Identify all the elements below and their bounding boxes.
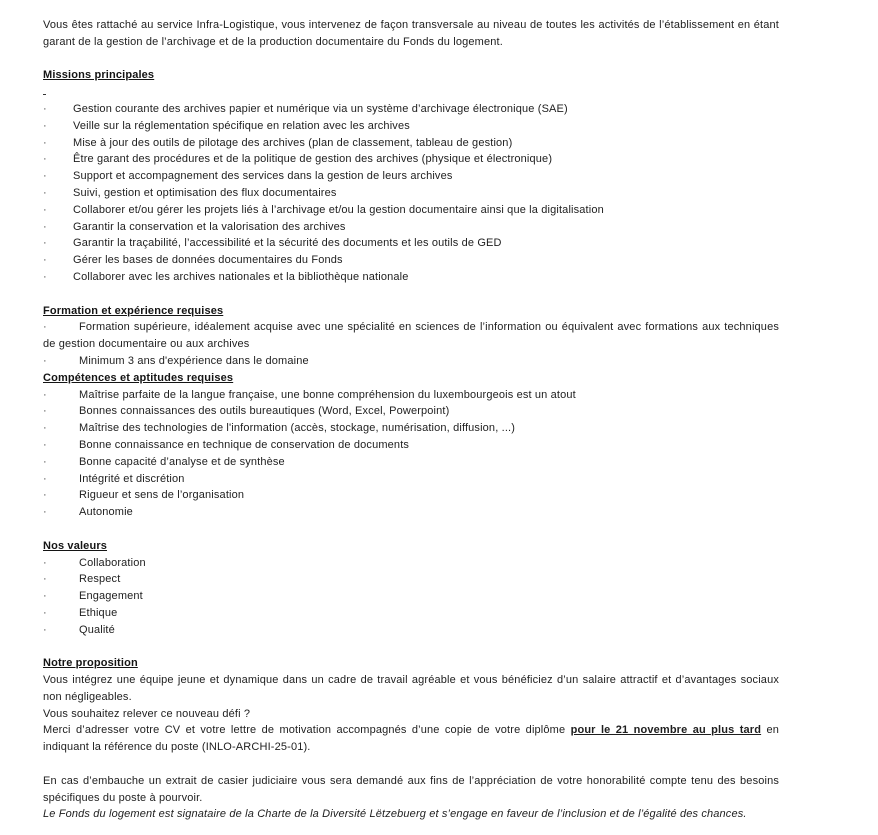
bullet-icon: ·: [43, 270, 47, 283]
bullet-icon: ·: [43, 153, 47, 166]
list-item-text: Intégrité et discrétion: [79, 472, 185, 485]
list-item-text: Veille sur la réglementation spécifique en relation avec les archives: [73, 119, 410, 132]
missions-list: [43, 101, 779, 286]
bullet-icon: ·: [43, 422, 47, 435]
list-item-text: Rigueur et sens de l’organisation: [79, 489, 245, 502]
spacer: [43, 51, 779, 68]
missions-heading: Missions principales: [43, 69, 155, 82]
list-item: [43, 219, 779, 236]
spacer: [43, 638, 779, 655]
bullet-icon: ·: [43, 203, 47, 216]
challenge-question: Vous souhaitez relever ce nouveau défi ?: [43, 707, 251, 720]
bullet-icon: ·: [43, 388, 47, 401]
bullet-icon: ·: [43, 623, 47, 636]
list-item: [43, 252, 779, 269]
stray-dash: [43, 84, 779, 101]
list-item: [43, 605, 779, 622]
list-item-text: Qualité: [79, 623, 115, 636]
list-item: [43, 269, 779, 286]
job-description: [43, 17, 779, 823]
list-item-text: Être garant des procédures et de la politique de gestion des archives (physique et électronique): [73, 153, 553, 166]
bullet-icon: ·: [43, 405, 47, 418]
list-item: [43, 235, 779, 252]
list-item: [43, 319, 779, 353]
list-item: [43, 420, 779, 437]
list-item-text: Autonomie: [79, 506, 133, 519]
list-item-text: Minimum 3 ans d'expérience dans le domaine: [79, 354, 309, 367]
intro-paragraph: Vous êtes rattaché au service Infra-Logistique, vous intervenez de façon transversale au niveau de toutes les activités de l’établissement en étant garant de la gestion de l’archivage et de la production documentaire du Fonds du logement.: [43, 19, 779, 48]
reference-text: en indiquant la référence du poste (INLO-ARCHI-25-01).: [43, 724, 779, 754]
list-item: [43, 101, 779, 118]
list-item-text: Garantir la traçabilité, l’accessibilité et la sécurité des documents et les outils de GED: [73, 237, 502, 250]
list-item-text: Collaborer et/ou gérer les projets liés à l’archivage et/ou la gestion documentaire ainsi que la digitalisation: [73, 203, 604, 216]
dash-mark: [43, 94, 46, 95]
list-item-text: Formation supérieure, idéalement acquise avec une spécialité en sciences de l’information ou équivalent avec formations aux techniques de gestion documentaire ou aux archives: [43, 321, 779, 351]
bullet-icon: ·: [43, 606, 47, 619]
bullet-icon: ·: [43, 506, 47, 519]
list-item: [43, 202, 779, 219]
bullet-icon: ·: [43, 556, 47, 569]
bullet-icon: ·: [43, 102, 47, 115]
list-item-text: Suivi, gestion et optimisation des flux documentaires: [73, 186, 337, 199]
list-item: [43, 571, 779, 588]
list-item: [43, 151, 779, 168]
list-item-text: Maîtrise des technologies de l'information (accès, stockage, numérisation, diffusion, ...): [79, 422, 516, 435]
list-item: [43, 487, 779, 504]
list-item: [43, 185, 779, 202]
bullet-icon: ·: [43, 170, 47, 183]
spacer: [43, 756, 779, 773]
diversity-charter-notice: Le Fonds du logement est signataire de la Charte de la Diversité Lëtzebuerg et s’engage en faveur de l’inclusion et de l’égalité des chances.: [43, 808, 747, 821]
list-item: [43, 403, 779, 420]
application-instructions: [43, 722, 779, 756]
list-item-text: Engagement: [79, 590, 143, 603]
list-item-text: Gérer les bases de données documentaires du Fonds: [73, 254, 343, 267]
list-item-text: Ethique: [79, 606, 118, 619]
list-item: [43, 387, 779, 404]
list-item: [43, 135, 779, 152]
proposition-paragraph: Vous intégrez une équipe jeune et dynamique dans un cadre de travail agréable et vous bénéficiez d’un salaire attractif et d’avantages sociaux non négligeables.: [43, 674, 779, 703]
bullet-icon: ·: [43, 321, 47, 334]
bullet-icon: ·: [43, 186, 47, 199]
list-item-text: Collaboration: [79, 556, 146, 569]
bullet-icon: ·: [43, 489, 47, 502]
instructions-text: Merci d’adresser votre CV et votre lettre de motivation accompagnés d’une copie de votre diplôme: [43, 724, 571, 737]
list-item: [43, 353, 779, 370]
criminal-record-notice: En cas d’embauche un extrait de casier judiciaire vous sera demandé aux fins de l’appréciation de votre honorabilité compte tenu des besoins spécifiques du poste à pourvoir.: [43, 774, 779, 804]
bullet-icon: ·: [43, 220, 47, 233]
spacer: [43, 286, 779, 303]
list-item-text: Gestion courante des archives papier et numérique via un système d’archivage électronique (SAE): [73, 102, 568, 115]
list-item-text: Mise à jour des outils de pilotage des archives (plan de classement, tableau de gestion): [73, 136, 513, 149]
bullet-icon: ·: [43, 438, 47, 451]
list-item-text: Collaborer avec les archives nationales et la bibliothèque nationale: [73, 270, 409, 283]
formation-heading: Formation et expérience requises: [43, 304, 224, 317]
list-item-text: Maîtrise parfaite de la langue française, une bonne compréhension du luxembourgeois est un atout: [79, 388, 576, 401]
list-item: [43, 454, 779, 471]
bullet-icon: ·: [43, 136, 47, 149]
bullet-icon: ·: [43, 472, 47, 485]
list-item-text: Bonne connaissance en technique de conservation de documents: [79, 438, 410, 451]
proposition-heading: Notre proposition: [43, 657, 138, 670]
list-item: [43, 555, 779, 572]
bullet-icon: ·: [43, 573, 47, 586]
bullet-icon: ·: [43, 237, 47, 250]
competences-heading: Compétences et aptitudes requises: [43, 371, 234, 384]
list-item: [43, 504, 779, 521]
list-item: [43, 437, 779, 454]
list-item-text: Bonne capacité d’analyse et de synthèse: [79, 455, 285, 468]
list-item-text: Respect: [79, 573, 121, 586]
bullet-icon: ·: [43, 590, 47, 603]
valeurs-list: [43, 555, 779, 639]
spacer: [43, 521, 779, 538]
list-item: [43, 471, 779, 488]
list-item: [43, 118, 779, 135]
list-item: [43, 168, 779, 185]
bullet-icon: ·: [43, 354, 47, 367]
list-item-text: Bonnes connaissances des outils bureautiques (Word, Excel, Powerpoint): [79, 405, 450, 418]
bullet-icon: ·: [43, 254, 47, 267]
deadline-text: pour le 21 novembre au plus tard: [570, 724, 762, 737]
bullet-icon: ·: [43, 119, 47, 132]
valeurs-heading: Nos valeurs: [43, 539, 108, 552]
list-item-text: Support et accompagnement des services dans la gestion de leurs archives: [73, 170, 453, 183]
list-item: [43, 622, 779, 639]
competences-list: [43, 387, 779, 521]
formation-list: [43, 319, 779, 369]
list-item-text: Garantir la conservation et la valorisation des archives: [73, 220, 346, 233]
list-item: [43, 588, 779, 605]
bullet-icon: ·: [43, 455, 47, 468]
